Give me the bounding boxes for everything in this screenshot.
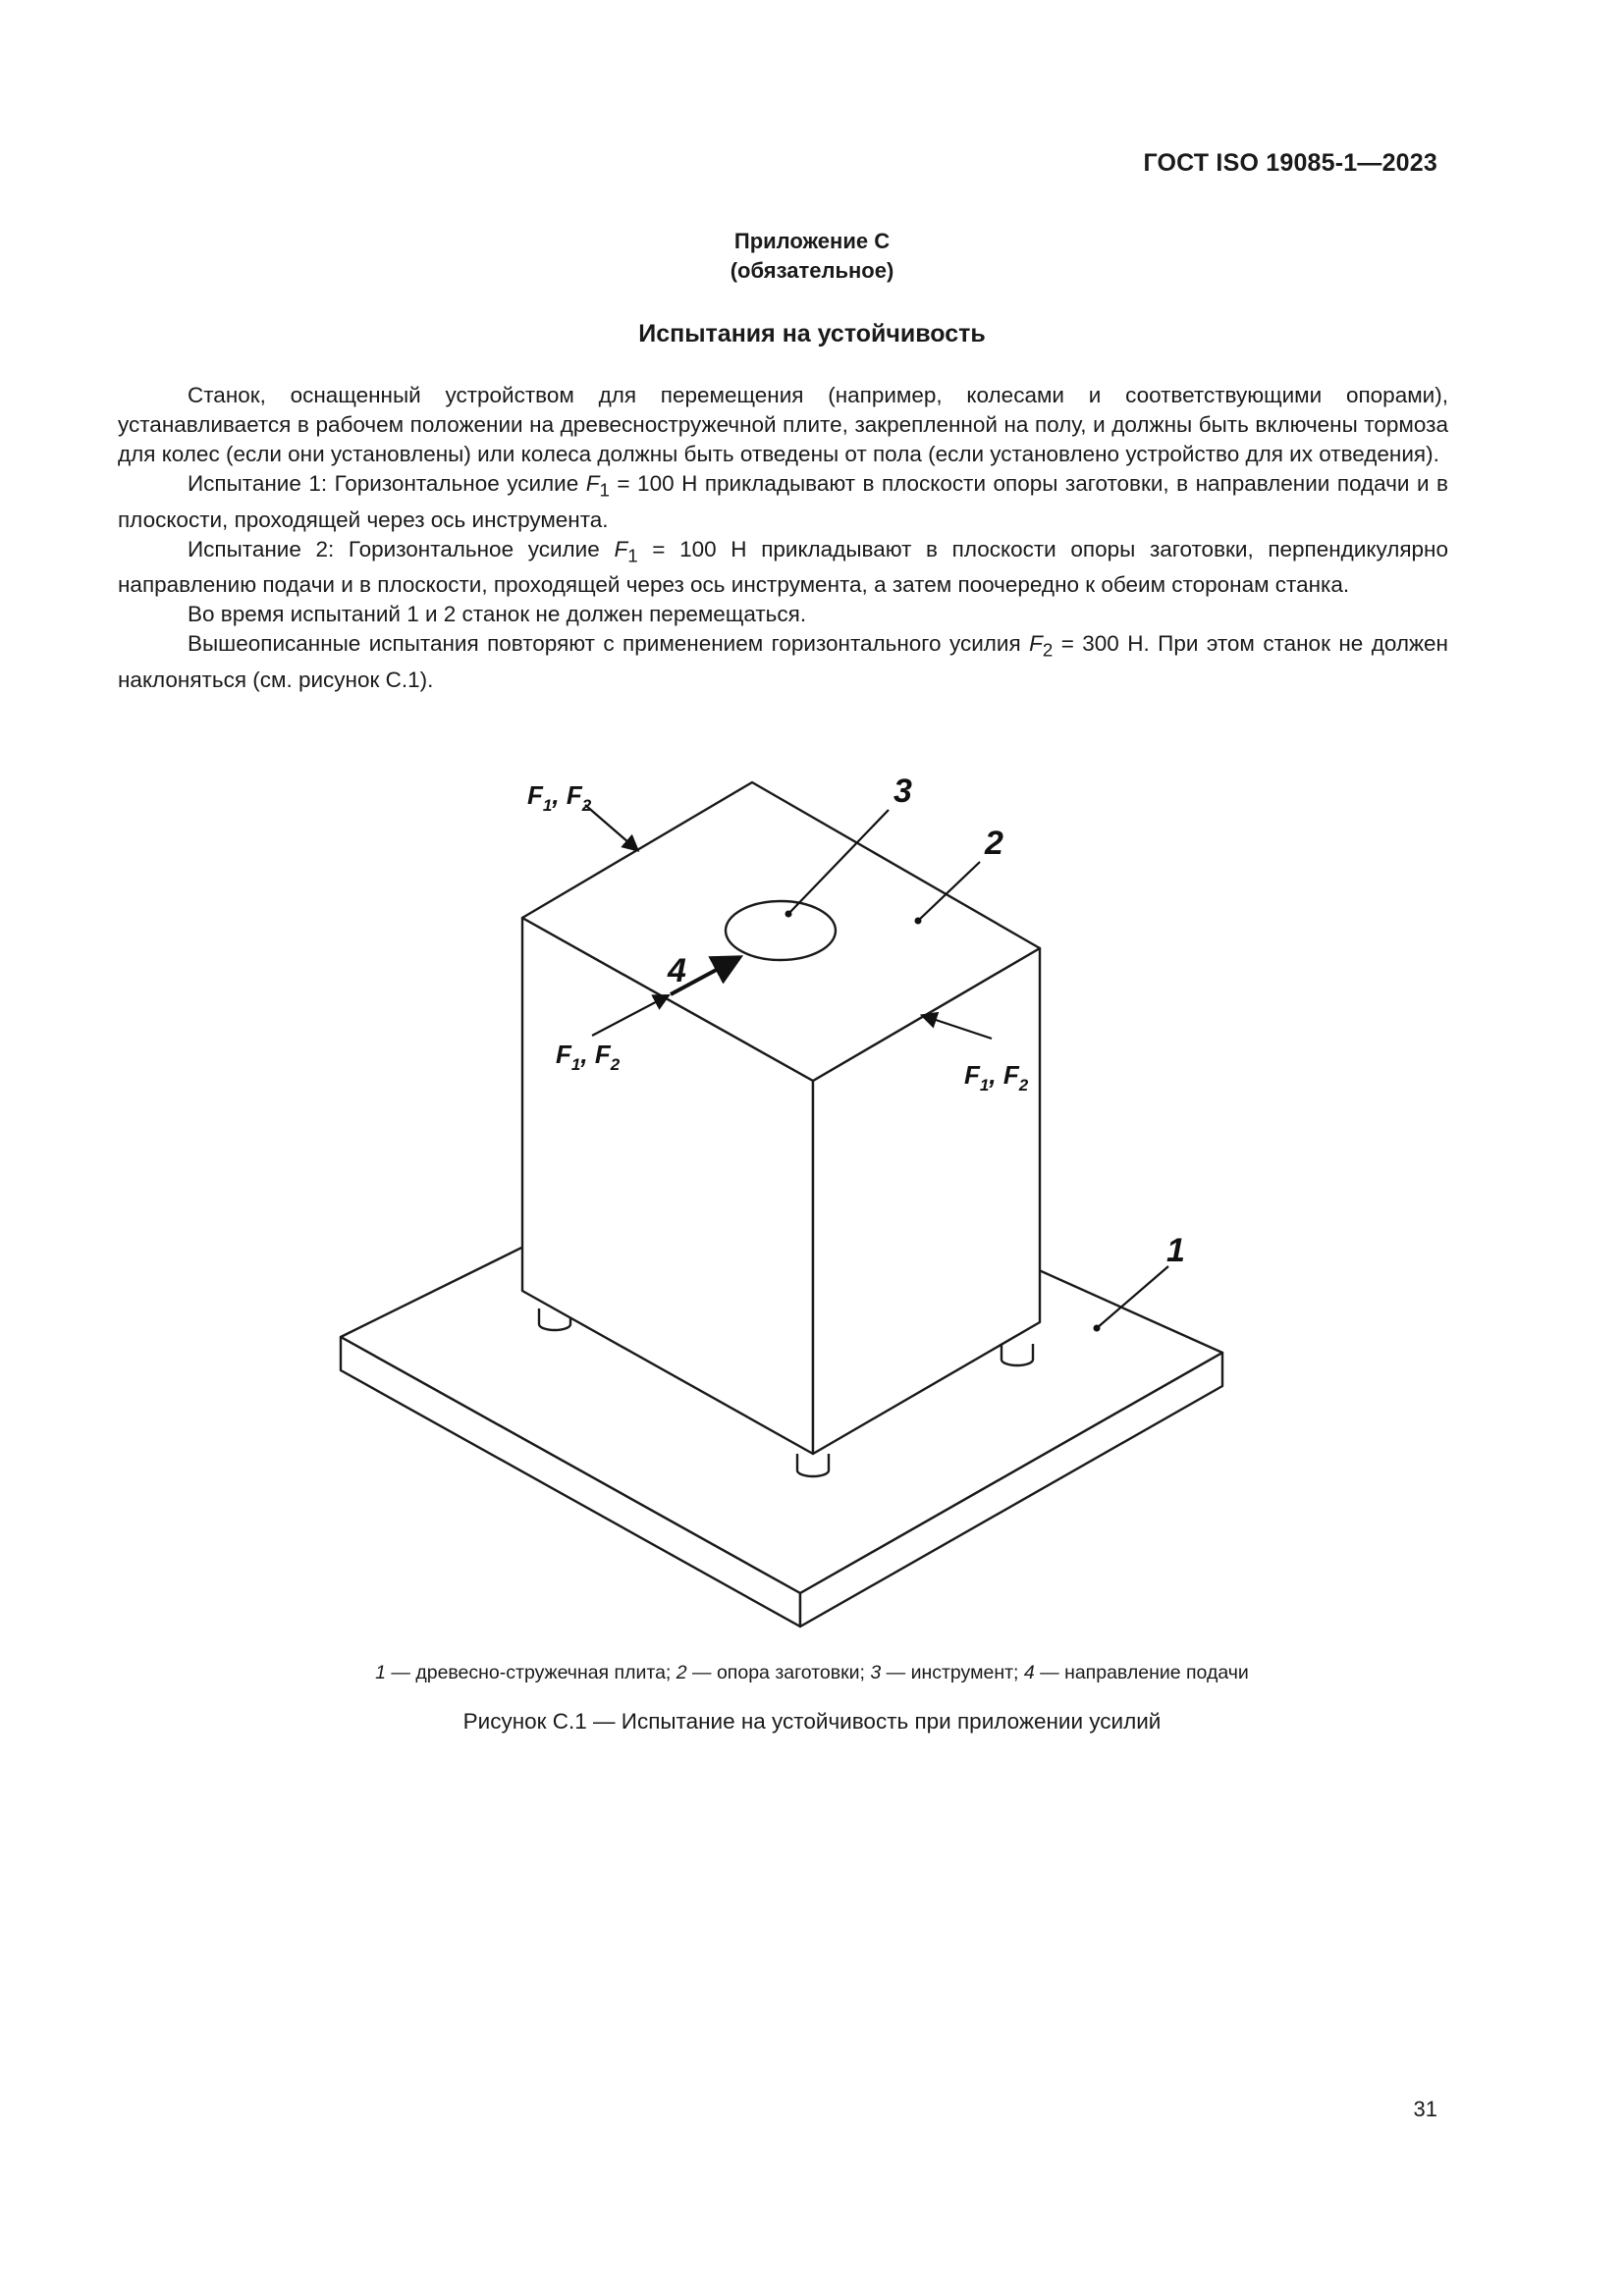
page-number: 31 (1413, 2097, 1437, 2121)
section-title: Испытания на устойчивость (638, 320, 986, 347)
tool-ellipse (726, 901, 836, 960)
force-arrow-top (585, 805, 636, 849)
paragraph-2: Испытание 1: Горизонтальное усилие $F_1 = 100$ Н прикладывают в плоскости опоры заготовки, в направлении подачи и в плоскости, проходящей через ось инструмента. (118, 471, 1448, 532)
figure-caption: Рисунок С.1 — Испытание на устойчивость при приложении усилий (462, 1709, 1162, 1734)
force-label-left: $F_1$, $F_2$ (556, 1040, 621, 1074)
leader-dot-3 (785, 911, 792, 918)
figure-label-1: 1 (1166, 1232, 1185, 1269)
annex-status: (обязательное) (730, 258, 894, 283)
force-symbol: F (1029, 631, 1043, 656)
figure-label-3: 3 (893, 773, 912, 810)
force-label-right: $F_1$, $F_2$ (964, 1060, 1029, 1095)
document-code: ГОСТ ISO 19085-1—2023 (1143, 149, 1437, 177)
paragraph-1: Станок, оснащенный устройством для перемещения (например, колесами и соответствующими опорами), устанавливается в рабочем положении на древесностружечной плите, закрепленной на полу, и должны быть включены тормоза для колес (если они установлены) или колеса должны быть отведены от пола (если установлено устройство для их отведения). (118, 383, 1448, 466)
annex-title: Приложение С (733, 229, 891, 253)
figure-label-2: 2 (985, 825, 1003, 862)
paragraph-3: Испытание 2: Горизонтальное усилие $F_1 = 100$ Н прикладывают в плоскости опоры заготовки, перпендикулярно направлению подачи и в плоскости, проходящей через ось инструмента, а затем поочередно к обеим сторонам станка. (118, 536, 1448, 597)
paragraph-5: Вышеописанные испытания повторяют с применением горизонтального усилия $F_2 = 300$ Н. При этом станок не должен наклоняться (см. рисунок С.1). (118, 631, 1448, 692)
leader-dot-2 (915, 918, 922, 925)
force-label-top: $F_1$, $F_2$ (527, 780, 592, 815)
force-symbol: F (614, 536, 628, 561)
paragraph-4: Во время испытаний 1 и 2 станок не должен перемещаться. (188, 602, 807, 626)
leader-dot-1 (1094, 1325, 1101, 1332)
figure-label-4: 4 (668, 952, 686, 989)
force-symbol: F (585, 471, 600, 496)
figure-legend: 1 — древесно-стружечная плита; 2 — опора заготовки; 3 — инструмент; 4 — направление подачи (375, 1662, 1249, 1683)
